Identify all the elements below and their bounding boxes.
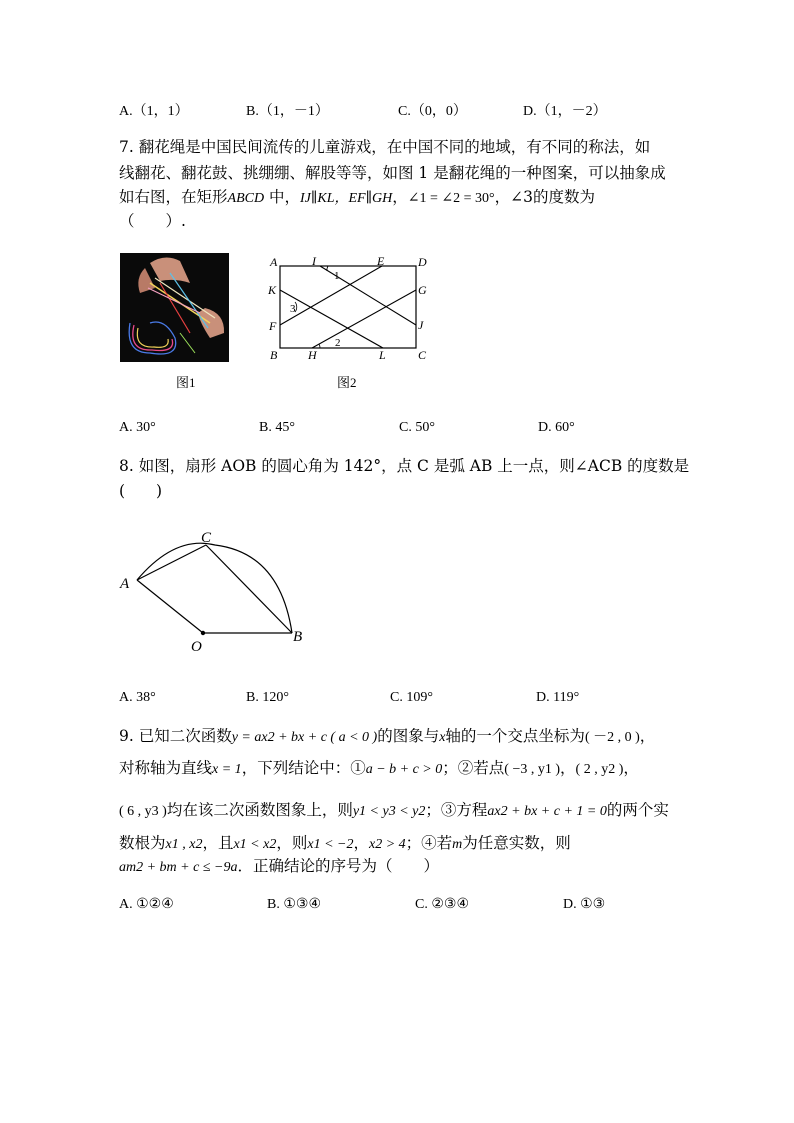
q9-math-p3: ( 6 , y3 ) bbox=[119, 804, 167, 819]
label-k: K bbox=[268, 283, 277, 297]
label-c: C bbox=[201, 530, 212, 546]
q9-math-order: y1 < y3 < y2 bbox=[352, 804, 426, 819]
q8-option-c: C. 109° bbox=[390, 690, 433, 705]
q9-math-m: m bbox=[452, 837, 463, 852]
q9-text: ．正确结论的序号为（ ） bbox=[237, 857, 439, 875]
q9-line-2 bbox=[119, 755, 639, 783]
string-game-photo bbox=[120, 253, 229, 362]
q9-math-point: ( －2 , 0 ) bbox=[584, 730, 640, 745]
center-point bbox=[201, 631, 205, 635]
label-d: D bbox=[418, 255, 427, 269]
q7-math-parallel: IJ∥KL，EF∥GH bbox=[300, 191, 393, 206]
q9-math-x: x bbox=[439, 730, 446, 745]
label-j: J bbox=[418, 318, 424, 332]
label-b: B bbox=[293, 629, 303, 645]
fig2-caption: 图2 bbox=[337, 375, 357, 390]
arc-ab bbox=[137, 543, 292, 633]
q7-option-d: D. 60° bbox=[538, 420, 575, 435]
line-gh bbox=[312, 290, 416, 348]
radius-oa bbox=[137, 580, 203, 633]
q7-option-b: B. 45° bbox=[259, 420, 295, 435]
q7-option-c: C. 50° bbox=[399, 420, 435, 435]
q9-math-p1: ( −3 , y1 ) bbox=[504, 762, 561, 777]
q9-text: 的两个实 bbox=[606, 801, 669, 819]
label-c: C bbox=[418, 348, 427, 362]
q9-text: ，下列结论中：① bbox=[241, 759, 366, 777]
q7-line-4: （ ）. bbox=[119, 212, 186, 230]
q9-text: ；④若 bbox=[405, 834, 453, 852]
q9-text: 轴的一个交点坐标为 bbox=[445, 727, 585, 745]
q7-text: 如右图，在矩形 bbox=[119, 188, 228, 206]
q9-text: ；②若点 bbox=[442, 759, 505, 777]
q9-text: ， bbox=[639, 727, 656, 745]
q9-math-p2: ( 2 , y2 ) bbox=[575, 762, 624, 777]
fig2-diagram bbox=[262, 250, 432, 365]
q9-math-roots: x1 , x2 bbox=[165, 837, 203, 852]
q9-text: 对称轴为直线 bbox=[119, 759, 213, 777]
label-g: G bbox=[418, 283, 427, 297]
label-angle-2: 2 bbox=[335, 337, 341, 349]
line-kl bbox=[280, 290, 383, 348]
q9-text: 数根为 bbox=[119, 834, 166, 852]
label-l: L bbox=[379, 348, 386, 362]
q7-line-2: 线翻花、翻花鼓、挑绷绷、解股等等，如图 1 是翻花绳的一种图案，可以抽象成 bbox=[119, 164, 666, 182]
label-angle-3: 3 bbox=[290, 303, 296, 315]
rectangle-abcd bbox=[280, 266, 416, 348]
q7-line-3 bbox=[119, 184, 595, 212]
q6-option-c: C.（0，0） bbox=[398, 104, 467, 119]
q9-math-eq: ax2 + bx + c + 1 = 0 bbox=[487, 804, 607, 819]
q7-option-a: A. 30° bbox=[119, 420, 156, 435]
q8-line-1: 8. 如图，扇形 AOB 的圆心角为 142°，点 C 是弧 AB 上一点，则∠ACB 的度数是 bbox=[119, 457, 690, 475]
line-ef bbox=[280, 266, 382, 325]
fig1-caption: 图1 bbox=[176, 375, 196, 390]
q8-line-2: ( ) bbox=[119, 482, 163, 500]
q9-text: ， bbox=[353, 834, 369, 852]
q9-text: ， bbox=[560, 759, 576, 777]
q9-option-d: D. ①③ bbox=[563, 897, 606, 912]
q7-text: 中， bbox=[264, 188, 301, 206]
q9-option-a: A. ①②④ bbox=[119, 897, 174, 912]
q9-line-5 bbox=[119, 853, 439, 881]
q8-option-b: B. 120° bbox=[246, 690, 289, 705]
q9-line-1 bbox=[119, 723, 655, 751]
q6-option-a: A.（1，1） bbox=[119, 104, 189, 119]
fig1-photo bbox=[120, 253, 229, 362]
label-a: A bbox=[120, 576, 130, 592]
q9-math-ineq: am2 + bm + c ≤ −9a bbox=[119, 860, 238, 875]
q9-text: 的图象与 bbox=[377, 727, 440, 745]
q9-text: ，则 bbox=[276, 834, 308, 852]
q9-text: 为任意实数，则 bbox=[462, 834, 571, 852]
q7-text: ，∠3的度数为 bbox=[494, 188, 596, 206]
q9-text: 均在该二次函数图象上，则 bbox=[166, 801, 353, 819]
label-f: F bbox=[269, 319, 277, 333]
q9-text: ；③方程 bbox=[425, 801, 488, 819]
label-b: B bbox=[270, 348, 278, 362]
q9-math-func: y = ax2 + bx + c ( a < 0 ) bbox=[231, 730, 378, 745]
q9-math-c1: a − b + c > 0 bbox=[365, 762, 443, 777]
q7-math-rect: ABCD bbox=[227, 191, 265, 206]
q9-option-b: B. ①③④ bbox=[267, 897, 321, 912]
label-e: E bbox=[377, 254, 385, 268]
label-a: A bbox=[270, 255, 278, 269]
q9-line-3 bbox=[119, 797, 669, 825]
q6-option-d: D.（1，－2） bbox=[523, 104, 607, 119]
q8-option-a: A. 38° bbox=[119, 690, 156, 705]
q9-text: ，且 bbox=[202, 834, 234, 852]
q7-line-1: 7. 翻花绳是中国民间流传的儿童游戏，在中国不同的地域，有不同的称法，如 bbox=[119, 138, 651, 156]
q7-text: ， bbox=[392, 188, 408, 206]
label-angle-1: 1 bbox=[334, 270, 340, 282]
q9-option-c: C. ②③④ bbox=[415, 897, 469, 912]
q9-math-r2: x1 < −2 bbox=[307, 837, 354, 852]
q9-text: ， bbox=[623, 759, 639, 777]
q9-math-r1: x1 < x2 bbox=[233, 837, 277, 852]
q6-option-b: B.（1，－1） bbox=[246, 104, 329, 119]
q8-sector-diagram bbox=[115, 525, 315, 655]
label-i: I bbox=[312, 254, 316, 268]
q7-math-angles: ∠1 = ∠2 = 30° bbox=[407, 191, 495, 206]
q9-math-axis: x = 1 bbox=[212, 762, 242, 777]
label-o: O bbox=[191, 639, 202, 655]
q9-math-r3: x2 > 4 bbox=[368, 837, 406, 852]
q9-text: 9. 已知二次函数 bbox=[119, 727, 232, 745]
q8-option-d: D. 119° bbox=[536, 690, 580, 705]
label-h: H bbox=[308, 348, 317, 362]
